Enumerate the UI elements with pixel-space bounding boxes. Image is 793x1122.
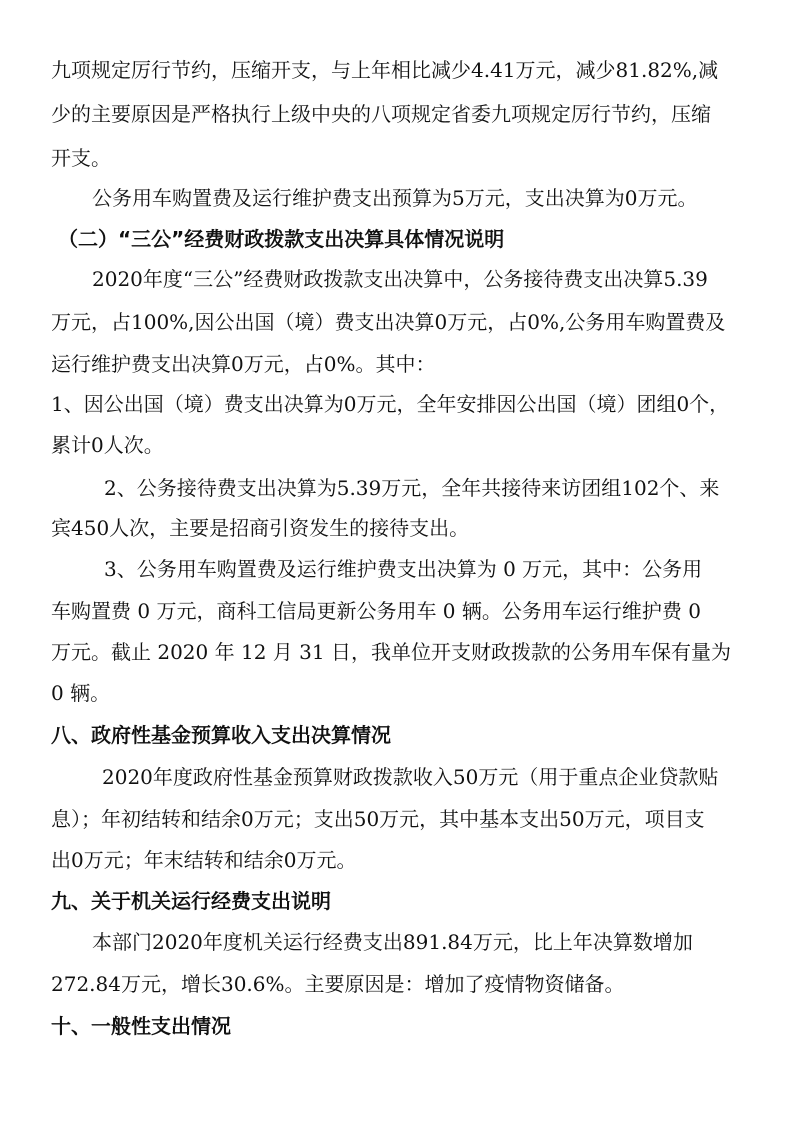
paragraph-line: 2、公务接待费支出决算为5.39万元，全年共接待来访团组102个、来 — [104, 476, 720, 500]
paragraph-line: 车购置费 0 万元，商科工信局更新公务用车 0 辆。公务用车运行维护费 0 — [51, 599, 701, 623]
paragraph-line: 公务用车购置费及运行维护费支出预算为5万元，支出决算为0万元。 — [92, 186, 698, 210]
paragraph-line: 万元。截止 2020 年 12 月 31 日，我单位开支财政拨款的公务用车保有量为 — [51, 640, 731, 664]
paragraph-line: 本部门2020年度机关运行经费支出891.84万元，比上年决算数增加 — [92, 930, 693, 954]
paragraph-line: 九项规定厉行节约，压缩开支，与上年相比减少4.41万元，减少81.82%,减 — [51, 58, 719, 82]
paragraph-line: 少的主要原因是严格执行上级中央的八项规定省委九项规定厉行节约，压缩 — [51, 102, 711, 126]
paragraph-line: 息）；年初结转和结余0万元；支出50万元，其中基本支出50万元，项目支 — [51, 807, 705, 831]
paragraph-line: 累计0人次。 — [51, 433, 164, 457]
section-heading-three-public: （二）“三公”经费财政拨款支出决算具体情况说明 — [58, 227, 505, 251]
section-heading-operating-expenses: 九、关于机关运行经费支出说明 — [51, 889, 331, 913]
section-heading-fund-budget: 八、政府性基金预算收入支出决算情况 — [51, 723, 391, 747]
paragraph-line: 开支。 — [51, 146, 111, 170]
paragraph-line: 272.84万元，增长30.6%。主要原因是：增加了疫情物资储备。 — [51, 972, 625, 996]
paragraph-line: 万元，占100%,因公出国（境）费支出决算0万元，占0%,公务用车购置费及 — [51, 310, 726, 334]
paragraph-line: 3、公务用车购置费及运行维护费支出决算为 0 万元，其中：公务用 — [104, 557, 703, 581]
paragraph-line: 1、因公出国（境）费支出决算为0万元，全年安排因公出国（境）团组0个， — [51, 392, 730, 416]
paragraph-line: 宾450人次，主要是招商引资发生的接待支出。 — [51, 516, 470, 540]
paragraph-line: 2020年度政府性基金预算财政拨款收入50万元（用于重点企业贷款贴 — [102, 765, 719, 789]
section-heading-general-expenditure: 十、一般性支出情况 — [51, 1014, 231, 1038]
paragraph-line: 0 辆。 — [51, 681, 111, 705]
paragraph-line: 出0万元；年末结转和结余0万元。 — [51, 848, 357, 872]
paragraph-line: 2020年度“三公”经费财政拨款支出决算中，公务接待费支出决算5.39 — [92, 267, 708, 291]
paragraph-line: 运行维护费支出决算0万元，占0%。其中： — [51, 352, 436, 376]
